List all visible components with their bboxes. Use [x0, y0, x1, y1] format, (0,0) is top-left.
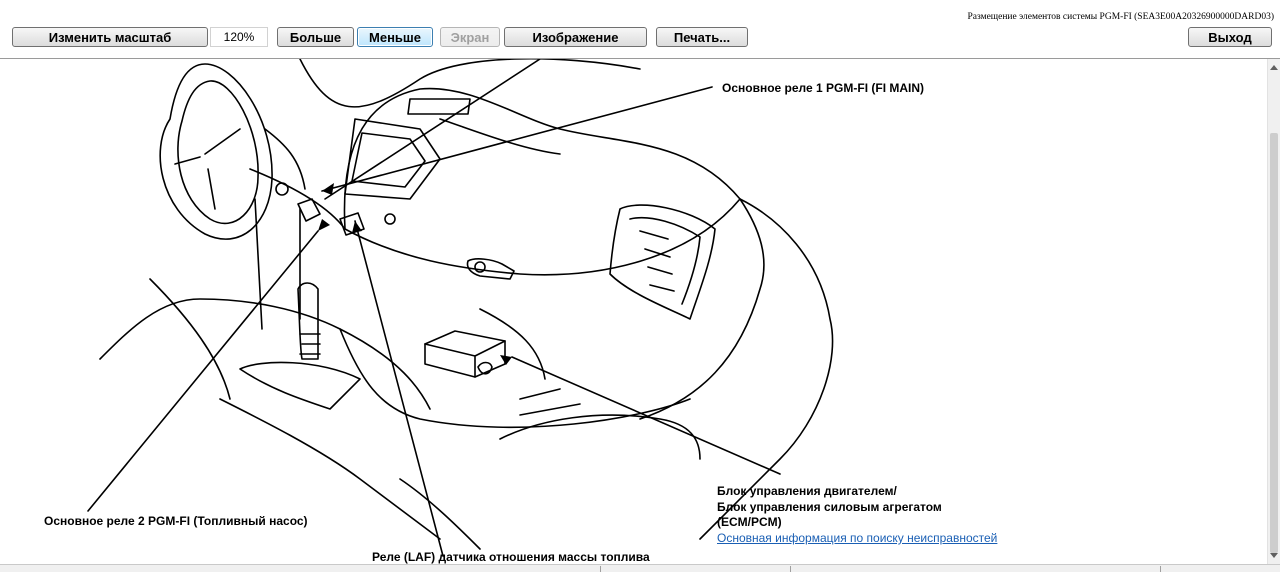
- dashboard-outline: [100, 59, 833, 549]
- scroll-up-icon[interactable]: [1270, 65, 1278, 70]
- image-button[interactable]: Изображение: [504, 27, 647, 47]
- toolbar: [0, 0, 1280, 59]
- label-ecm-line-2: Блок управления силовым агрегатом: [717, 500, 942, 514]
- zoom-value-field[interactable]: 120%: [210, 27, 268, 47]
- label-fi-main-relay-2: Основное реле 2 PGM-FI (Топливный насос): [44, 514, 308, 528]
- document-title: Размещение элементов системы PGM-FI (SEA3E00A20326900000DARD03): [967, 12, 1274, 22]
- print-button[interactable]: Печать...: [656, 27, 748, 47]
- steering-wheel-drawing: [160, 64, 305, 239]
- label-ecm-line-1: Блок управления двигателем/: [717, 484, 897, 498]
- zoom-in-button[interactable]: Больше: [277, 27, 354, 47]
- scroll-down-icon[interactable]: [1270, 553, 1278, 558]
- status-separator: [600, 566, 601, 572]
- label-ecm-line-3: (ECM/PCM): [717, 515, 782, 529]
- troubleshooting-info-link[interactable]: Основная информация по поиску неисправностей: [717, 531, 998, 545]
- status-separator: [1160, 566, 1161, 572]
- zoom-out-button[interactable]: Меньше: [357, 27, 433, 47]
- vertical-scrollbar[interactable]: [1267, 59, 1280, 564]
- fit-screen-button[interactable]: Экран: [440, 27, 500, 47]
- change-zoom-button[interactable]: Изменить масштаб: [12, 27, 208, 47]
- label-laf-relay: Реле (LAF) датчика отношения массы топлива: [372, 550, 650, 564]
- dashboard-diagram: [0, 59, 1268, 564]
- label-fi-main-relay-1: Основное реле 1 PGM-FI (FI MAIN): [722, 81, 925, 95]
- scrollbar-thumb[interactable]: [1270, 133, 1278, 553]
- exit-button[interactable]: Выход: [1188, 27, 1272, 47]
- leader-lines: [88, 59, 780, 556]
- status-separator: [790, 566, 791, 572]
- diagram-viewport: [0, 59, 1268, 564]
- arrowheads: [318, 183, 512, 365]
